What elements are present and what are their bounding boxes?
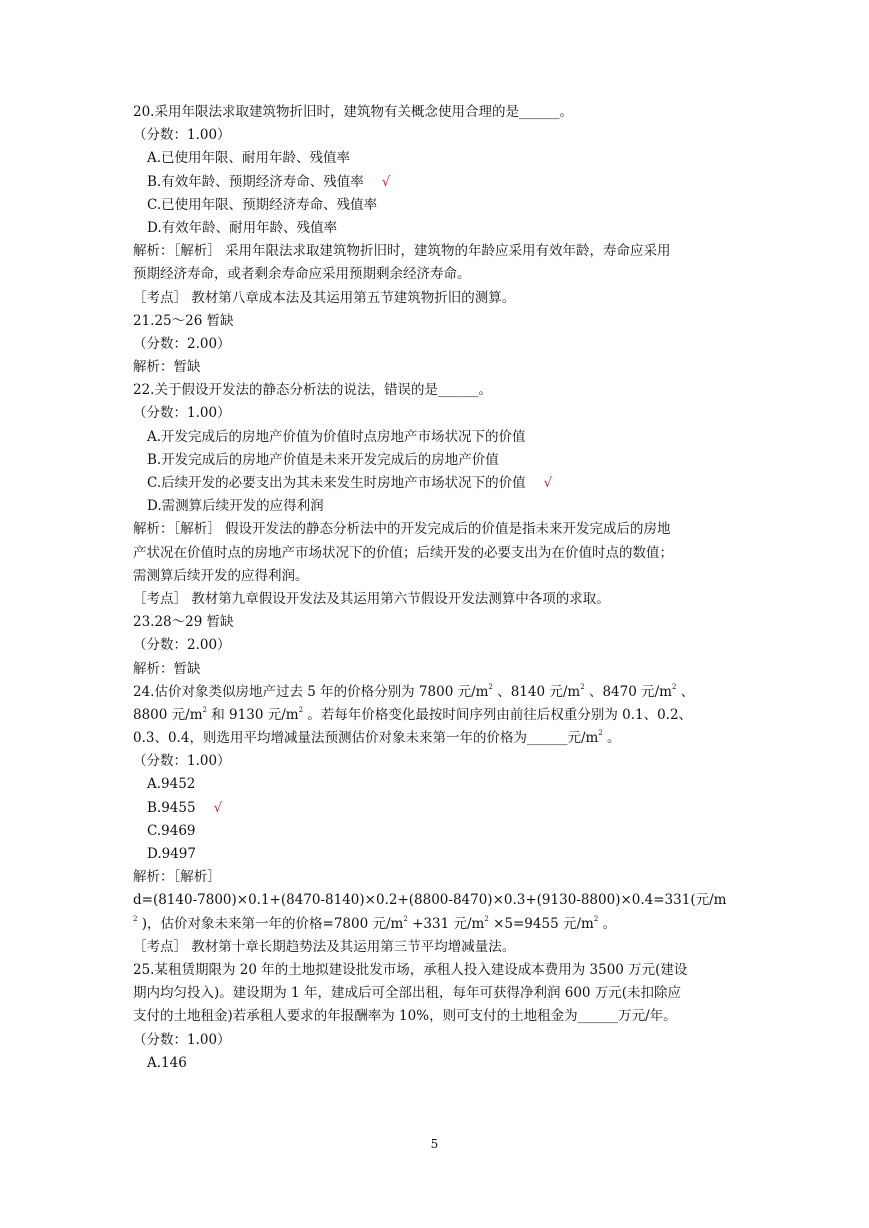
stem-text: 、 xyxy=(676,683,695,700)
question-20-option-c: C.已使用年限、预期经济寿命、残值率 xyxy=(147,196,378,213)
checkmark-icon: √ xyxy=(543,475,553,491)
question-22-option-a: A.开发完成后的房地产价值为价值时点房地产市场状况下的价值 xyxy=(147,428,526,445)
question-22-analysis-line-3: 需测算后续开发的应得利润。 xyxy=(133,567,309,584)
question-25-score: （分数：1.00） xyxy=(133,1031,231,1048)
page-content xyxy=(133,101,739,1075)
superscript: 2 xyxy=(488,682,493,691)
checkmark-icon: √ xyxy=(213,799,223,816)
option-text: B.9455 xyxy=(147,799,196,816)
question-20-option-b xyxy=(133,171,739,194)
question-20-analysis-line-2: 预期经济寿命，或者剩余寿命应采用预期剩余经济寿命。 xyxy=(133,266,471,283)
question-22-option-d: D.需测算后续开发的应得利润 xyxy=(147,498,324,515)
question-24-option-c: C.9469 xyxy=(147,822,196,839)
question-24-stem-line-2 xyxy=(133,704,739,727)
question-22-stem: 22.关于假设开发法的静态分析法的说法，错误的是______。 xyxy=(133,382,492,399)
stem-text: 24.估价对象类似房地产过去 5 年的价格分别为 7800 元/m xyxy=(133,683,489,700)
calc-text: )，估价对象未来第一年的价格=7800 元/m xyxy=(137,915,404,932)
stem-text: 、8470 元/m xyxy=(584,683,672,700)
question-24-option-d: D.9497 xyxy=(147,846,196,862)
stem-text: 和 9130 元/m xyxy=(206,706,299,723)
question-23-score: （分数：2.00） xyxy=(133,637,231,654)
stem-text: 。若每年价格变化最按时间序列由前往后权重分别为 0.1、0.2、 xyxy=(303,706,693,723)
question-21-score: （分数：2.00） xyxy=(133,335,231,352)
superscript: 2 xyxy=(133,914,138,923)
page-number: 5 xyxy=(430,1137,439,1151)
superscript: 2 xyxy=(593,914,599,923)
question-24-calc-line-1: d=(8140-7800)×0.1+(8470-8140)×0.2+(8800-8470)×0.3+(9130-8800)×0.4=331(元/m xyxy=(133,892,727,909)
question-20-score: （分数：1.00） xyxy=(133,127,231,144)
option-text: C.后续开发的必要支出为其未来发生时房地产市场状况下的价值 xyxy=(147,475,526,491)
superscript: 2 xyxy=(598,729,603,738)
question-24-option-a: A.9452 xyxy=(147,776,196,793)
question-23-stem: 23.28～29 暂缺 xyxy=(133,614,234,631)
question-20-option-a: A.已使用年限、耐用年龄、残值率 xyxy=(147,150,351,167)
superscript: 2 xyxy=(484,914,489,923)
stem-text: 、8140 元/m xyxy=(492,683,581,700)
superscript: 2 xyxy=(580,682,585,691)
question-22-score: （分数：1.00） xyxy=(133,405,231,422)
question-21-analysis: 解析：暂缺 xyxy=(133,359,201,376)
question-25-stem-line-1: 25.某租赁期限为 20 年的土地拟建设批发市场，承租人投入建设成本费用为 3500 万元(建设 xyxy=(133,961,688,978)
question-22-option-b: B.开发完成后的房地产价值是未来开发完成后的房地产价值 xyxy=(147,451,499,468)
question-24-score: （分数：1.00） xyxy=(133,753,231,770)
stem-text: 0.3、0.4，则选用平均增减量法预测估价对象未来第一年的价格为______元/m xyxy=(133,730,599,747)
checkmark-icon: √ xyxy=(381,173,391,190)
calc-text: +331 元/m xyxy=(407,915,485,932)
superscript: 2 xyxy=(671,682,677,691)
stem-text: 。 xyxy=(602,730,621,747)
question-25-stem-line-3: 支付的土地租金)若承租人要求的年报酬率为 10%，则可支付的土地租金为______万元/年。 xyxy=(133,1008,677,1025)
question-22-option-c xyxy=(133,472,739,495)
question-21-stem: 21.25～26 暂缺 xyxy=(133,312,234,329)
superscript: 2 xyxy=(403,914,408,923)
question-24-stem-line-1 xyxy=(133,681,739,704)
question-25-option-a: A.146 xyxy=(147,1054,187,1071)
question-24-kaodian: ［考点］ 教材第十章长期趋势法及其运用第三节平均增减量法。 xyxy=(133,938,516,955)
question-22-analysis-line-1: 解析：［解析］ 假设开发法的静态分析法中的开发完成后的价值是指未来开发完成后的房地 xyxy=(133,521,671,538)
question-25-stem-line-2: 期内均匀投入)。建设期为 1 年，建成后可全部出租，每年可获得净利润 600 万元(未扣除应 xyxy=(133,985,682,1002)
question-20-stem: 20.采用年限法求取建筑物折旧时，建筑物有关概念使用合理的是______。 xyxy=(133,104,573,120)
question-23-analysis: 解析：暂缺 xyxy=(133,660,201,677)
calc-text: ×5=9455 元/m xyxy=(488,915,594,932)
option-text: B.有效年龄、预期经济寿命、残值率 xyxy=(147,173,364,190)
superscript: 2 xyxy=(298,705,304,714)
question-22-kaodian: ［考点］ 教材第九章假设开发法及其运用第六节假设开发法测算中各项的求取。 xyxy=(133,590,610,607)
question-22-analysis-line-2: 产状况在价值时点的房地产市场状况下的价值；后续开发的必要支出为在价值时点的数值； xyxy=(133,544,673,561)
stem-text: 8800 元/m xyxy=(133,706,203,723)
superscript: 2 xyxy=(202,705,207,714)
question-20-analysis-line-1: 解析：［解析］ 采用年限法求取建筑物折旧时，建筑物的年龄应采用有效年龄，寿命应采用 xyxy=(133,243,671,260)
question-20-kaodian: ［考点］ 教材第八章成本法及其运用第五节建筑物折旧的测算。 xyxy=(133,289,516,306)
question-24-option-b xyxy=(133,797,739,820)
question-24-analysis-head: 解析：［解析］ xyxy=(133,869,221,886)
question-20-option-d: D.有效年龄、耐用年龄、残值率 xyxy=(147,219,338,236)
question-24-calc-line-2 xyxy=(133,913,739,936)
calc-text: 。 xyxy=(598,915,617,932)
question-24-stem-line-3 xyxy=(133,727,739,750)
